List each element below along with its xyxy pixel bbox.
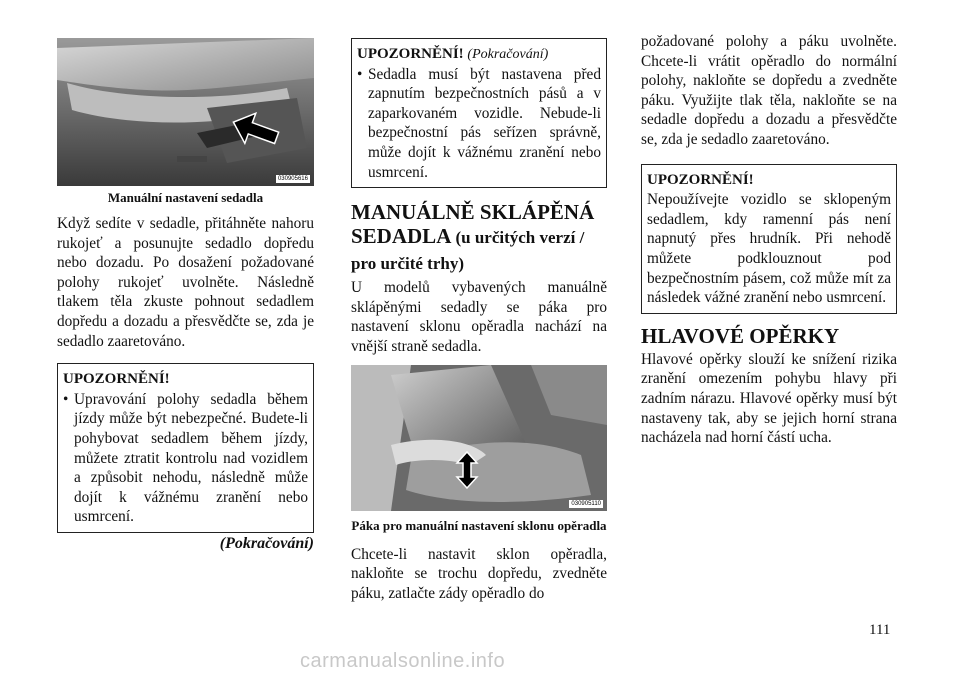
arrow-icon bbox=[230, 110, 280, 150]
column-right bbox=[641, 32, 897, 448]
warning-title: UPOZORNĚNÍ! bbox=[647, 171, 754, 188]
seat-adjust-photo bbox=[57, 38, 314, 186]
photo-code: 030905616 bbox=[277, 176, 308, 182]
recline-adjust-paragraph: Chcete-li nastavit sklon opěradla, nakloňte se trochu dopředu, zvedněte páku, zatlačte zády opěradlo do bbox=[351, 545, 607, 602]
watermark: carmanualsonline.info bbox=[300, 650, 506, 672]
recline-lever-photo bbox=[351, 365, 607, 511]
recline-photo-illustration bbox=[351, 365, 607, 511]
photo-caption: Manuální nastavení sedadla bbox=[107, 190, 264, 205]
section-heading-head-restraints: HLAVOVÉ OPĚRKY bbox=[641, 323, 840, 348]
warning-box bbox=[57, 363, 314, 533]
photo-code: 030905110 bbox=[571, 500, 601, 507]
warning-continued-label: (Pokračování) bbox=[467, 47, 549, 62]
warning-bullet: • Upravování polohy sedadla během jízdy může být nebezpečné. Budete-li pohybovat sedadlem během jízdy, můžete ztratit kontrolu nad vozidlem a způsobit nehodu, následně může dojít k vážnému zranění nebo usmrcení. bbox=[63, 390, 308, 526]
continued-label: (Pokračování) bbox=[219, 534, 314, 552]
warning-title: UPOZORNĚNÍ! bbox=[63, 371, 170, 388]
section-heading-reclining-seats: MANUÁLNĚ SKLÁPĚNÁ SEDADLA (u určitých verzí / pro určité trhy) bbox=[351, 200, 595, 274]
warning-text: Nepoužívejte vozidlo se sklopeným sedadlem, kdy ramenní pás není napnutý přes hrudník. Při nehodě můžete podklouznout pod bezpečnostním pásem, což může mít za následek vážné zranění nebo usmrcení. bbox=[647, 191, 891, 307]
warning-bullet-text: Upravování polohy sedadla během jízdy může být nebezpečné. Budete-li pohybovat sedadlem během jízdy, můžete ztratit kontrolu nad vozidlem a způsobit nehodu, následně může dojít k vážnému zranění nebo usmrcení. bbox=[74, 390, 308, 526]
page-number: 111 bbox=[869, 622, 891, 638]
warning-bullet: • Sedadla musí být nastavena před zapnutím bezpečnostních pásů a v zaparkovaném vozidle. Nebude-li bezpečnostní pás seřízen správně, může dojít k vážnému zranění nebo usmrcení. bbox=[357, 65, 601, 181]
heading-subtitle: (u určitých verzí / pro určité trhy) bbox=[351, 228, 585, 274]
column-middle bbox=[351, 38, 607, 603]
warning-title: UPOZORNĚNÍ! (Pokračování) bbox=[357, 46, 549, 62]
reclining-paragraph: U modelů vybavených manuálně sklápěnými sedadly se páka pro nastavení sklonu opěradla nachází na vnější straně sedadla. bbox=[351, 279, 607, 355]
recline-adjust-paragraph-continued: požadované polohy a páku uvolněte. Chcete-li vrátit opěradlo do normální polohy, nakloňte se dopředu a zvedněte páku. Využijte tlak těla, nakloňte se na sedadle dopředu a dozadu a přesvědčte se, zda je sedadlo zaaretováno. bbox=[641, 33, 897, 148]
seat-adjust-paragraph: Když sedíte v sedadle, přitáhněte nahoru rukojeť a posunujte sedadlo dopředu nebo dozadu. Po dosažení požadované polohy rukojeť uvolněte. Následně tlakem těla zkuste pohnout sedadlem dopředu a dozadu a přesvědčte se, zda je sedadlo zaaretováno. bbox=[57, 215, 314, 350]
column-left bbox=[57, 38, 314, 553]
up-down-arrow-icon bbox=[455, 451, 479, 489]
head-restraints-paragraph: Hlavové opěrky slouží ke snížení rizika zranění omezením pohybu hlavy při zadním nárazu. Hlavové opěrky musí být nastaveny tak, aby se jejich horní strana nacházela nad horní částí ucha. bbox=[641, 350, 897, 447]
warning-box-continued bbox=[351, 38, 607, 188]
warning-box bbox=[641, 164, 897, 314]
photo-caption: Páka pro manuální nastavení sklonu opěradla bbox=[351, 517, 607, 533]
warning-bullet-text: Sedadla musí být nastavena před zapnutím bezpečnostních pásů a v zaparkovaném vozidle. Nebude-li bezpečnostní pás seřízen správně, může dojít k vážnému zranění nebo usmrcení. bbox=[368, 65, 601, 181]
